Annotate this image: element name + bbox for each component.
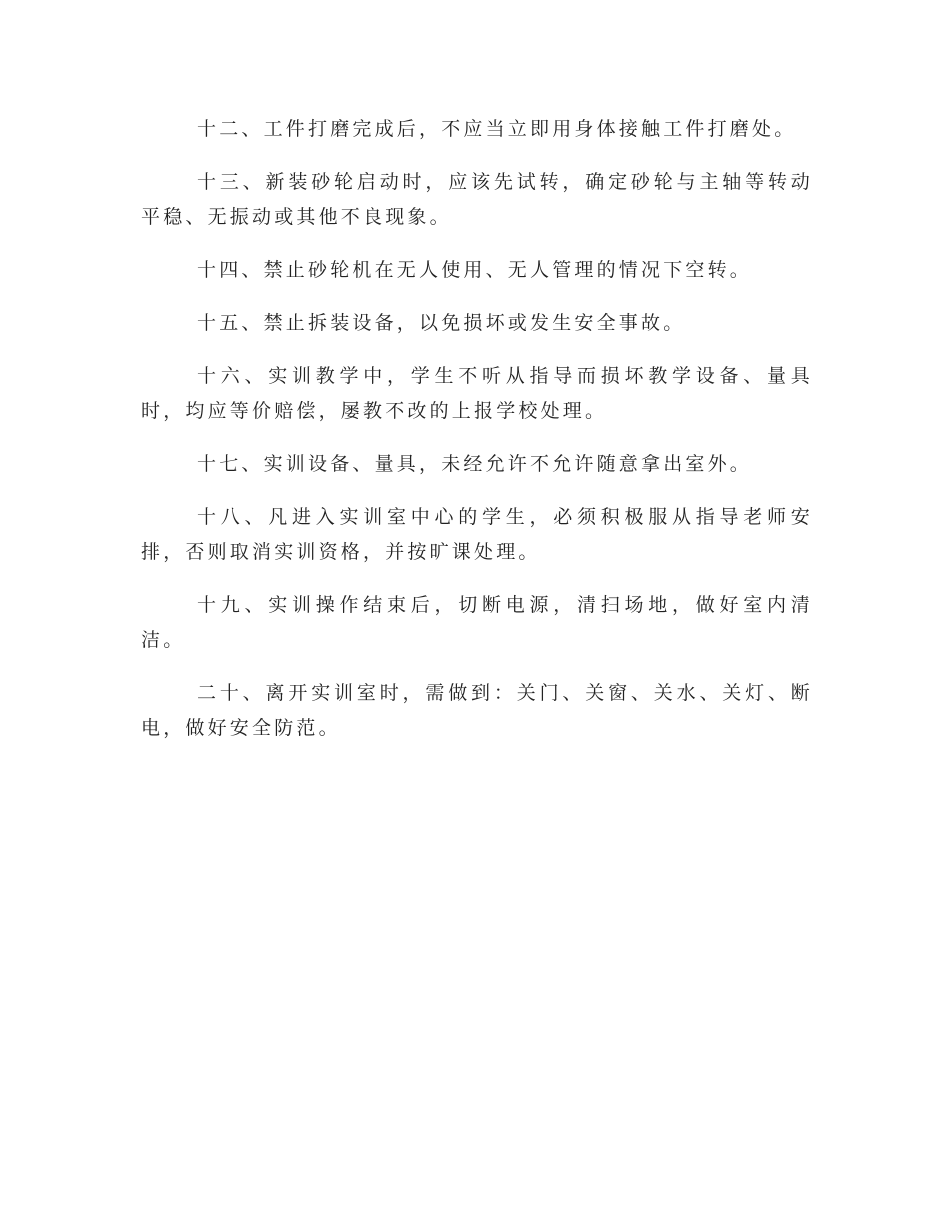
document-body xyxy=(141,112,813,764)
rule-paragraph-18: 十八、凡进入实训室中心的学生，必须积极服从指导老师安排，否则取消实训资格，并按旷课处理。 xyxy=(141,506,813,563)
rule-paragraph-14: 十四、禁止砂轮机在无人使用、无人管理的情况下空转。 xyxy=(197,259,753,281)
rule-paragraph-12: 十二、工件打磨完成后，不应当立即用身体接触工件打磨处。 xyxy=(197,118,797,140)
rule-paragraph-19: 十九、实训操作结束后，切断电源，清扫场地，做好室内清洁。 xyxy=(141,594,813,651)
rule-paragraph-20: 二十、离开实训室时，需做到：关门、关窗、关水、关灯、断电，做好安全防范。 xyxy=(141,682,813,739)
rule-paragraph-16: 十六、实训教学中，学生不听从指导而损坏教学设备、量具时，均应等价赔偿，屡教不改的上报学校处理。 xyxy=(141,365,813,422)
rule-paragraph-13: 十三、新装砂轮启动时，应该先试转，确定砂轮与主轴等转动平稳、无振动或其他不良现象。 xyxy=(141,171,813,228)
rule-paragraph-15: 十五、禁止拆装设备，以免损坏或发生安全事故。 xyxy=(197,312,686,334)
rule-paragraph-17: 十七、实训设备、量具，未经允许不允许随意拿出室外。 xyxy=(197,453,753,475)
